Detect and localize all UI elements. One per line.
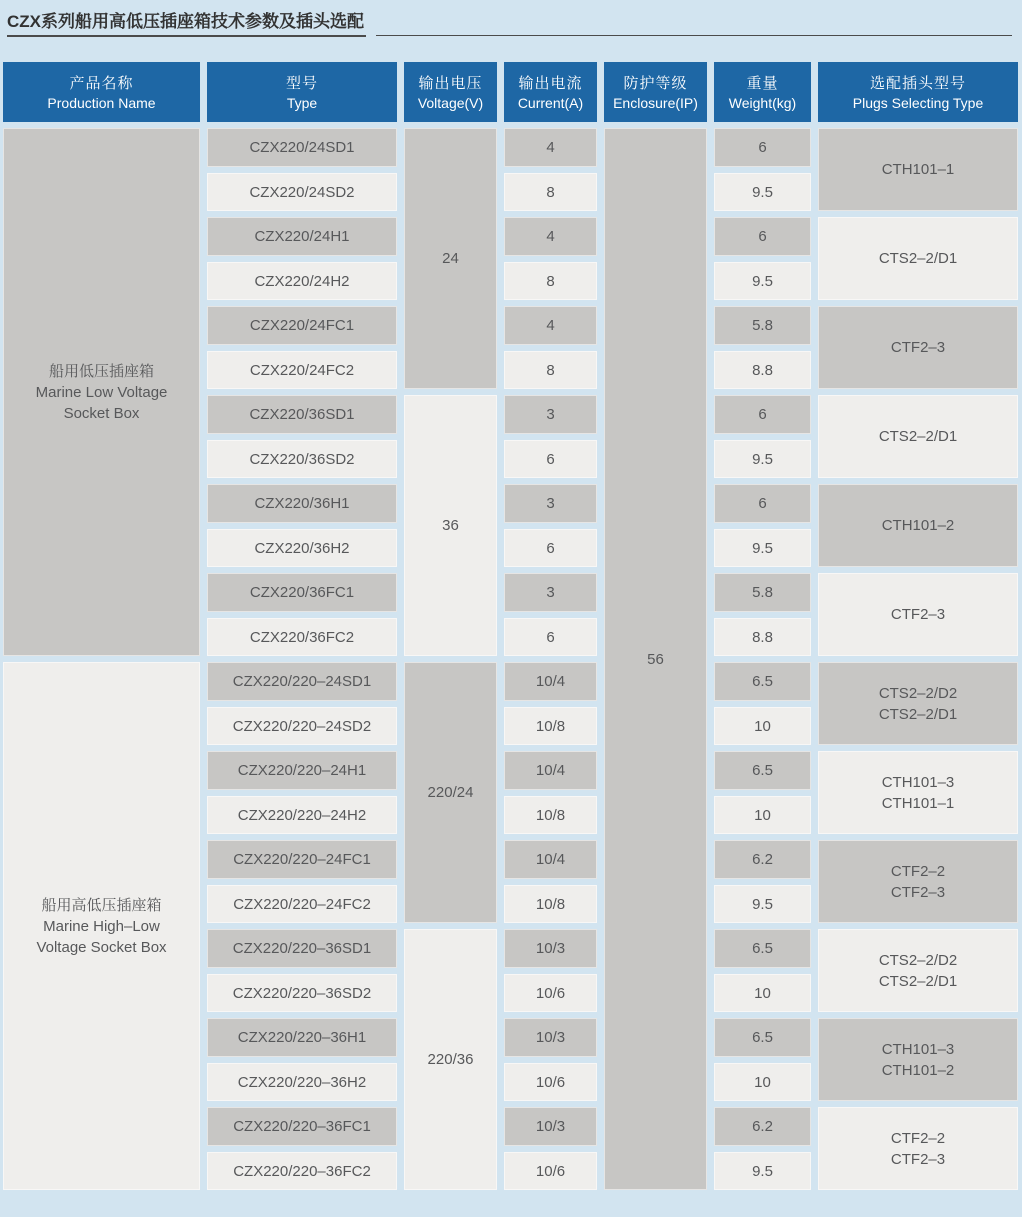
current-cell: 10/6 xyxy=(504,974,597,1013)
col-header-zh: 型号 xyxy=(285,74,318,92)
col-header-enclosure xyxy=(604,62,707,122)
type-cell: CZX220/24H1 xyxy=(207,217,397,256)
col-header-zh: 输出电压 xyxy=(418,74,483,92)
current-cell: 6 xyxy=(504,440,597,479)
col-header-weight xyxy=(714,62,811,122)
type-cell: CZX220/220–24SD1 xyxy=(207,662,397,701)
col-header-en: Current(A) xyxy=(517,94,584,111)
weight-cell: 6.5 xyxy=(714,929,811,968)
cell-line: CTS2–2/D1 xyxy=(878,250,958,268)
plug-cell xyxy=(818,662,1018,745)
weight-cell: 10 xyxy=(714,707,811,746)
type-cell: CZX220/220–36H1 xyxy=(207,1018,397,1057)
weight-cell: 6.5 xyxy=(714,662,811,701)
current-cell: 10/4 xyxy=(504,751,597,790)
current-cell: 10/3 xyxy=(504,1018,597,1057)
plug-cell xyxy=(818,573,1018,656)
weight-cell: 6 xyxy=(714,484,811,523)
col-header-voltage xyxy=(404,62,497,122)
current-cell: 4 xyxy=(504,306,597,345)
plug-cell xyxy=(818,395,1018,478)
col-header-en: Enclosure(IP) xyxy=(613,94,698,111)
plug-cell xyxy=(818,1018,1018,1101)
current-cell: 10/4 xyxy=(504,662,597,701)
page-header xyxy=(0,0,1022,37)
cell-line: 船用高低压插座箱 xyxy=(41,896,162,914)
cell-line: CTH101–1 xyxy=(881,794,955,812)
weight-cell: 5.8 xyxy=(714,306,811,345)
col-header-en: Type xyxy=(286,94,318,111)
cell-line: CTF2–3 xyxy=(890,606,946,624)
type-cell: CZX220/24SD1 xyxy=(207,128,397,167)
current-cell: 4 xyxy=(504,217,597,256)
cell-line: CTS2–2/D1 xyxy=(878,972,958,990)
plug-cell xyxy=(818,751,1018,834)
cell-line: CTS2–2/D2 xyxy=(878,684,958,702)
col-header-plugs xyxy=(818,62,1018,122)
cell-line: CTH101–3 xyxy=(881,1040,955,1058)
weight-cell: 8.8 xyxy=(714,351,811,390)
current-cell: 10/8 xyxy=(504,796,597,835)
voltage-cell: 220/24 xyxy=(404,662,497,923)
type-cell: CZX220/220–24H2 xyxy=(207,796,397,835)
type-cell: CZX220/36SD2 xyxy=(207,440,397,479)
cell-line: 船用低压插座箱 xyxy=(48,362,154,380)
voltage-cell: 220/36 xyxy=(404,929,497,1190)
plug-cell xyxy=(818,306,1018,389)
cell-line: CTF2–2 xyxy=(890,1129,946,1147)
cell-line: CTH101–1 xyxy=(881,161,955,179)
enclosure-cell: 56 xyxy=(604,128,707,1190)
cell-line: CTS2–2/D2 xyxy=(878,951,958,969)
col-header-en: Plugs Selecting Type xyxy=(852,94,984,111)
weight-cell: 9.5 xyxy=(714,1152,811,1191)
cell-line: CTF2–3 xyxy=(890,1150,946,1168)
weight-cell: 9.5 xyxy=(714,529,811,568)
type-cell: CZX220/220–24FC1 xyxy=(207,840,397,879)
plug-cell xyxy=(818,929,1018,1012)
cell-line: CTF2–3 xyxy=(890,883,946,901)
col-header-zh: 防护等级 xyxy=(623,74,688,92)
title-underline-rule xyxy=(376,35,1012,36)
current-cell: 10/6 xyxy=(504,1063,597,1102)
type-cell: CZX220/24H2 xyxy=(207,262,397,301)
type-cell: CZX220/220–36SD1 xyxy=(207,929,397,968)
weight-cell: 10 xyxy=(714,974,811,1013)
current-cell: 10/8 xyxy=(504,885,597,924)
weight-cell: 6 xyxy=(714,217,811,256)
current-cell: 3 xyxy=(504,484,597,523)
cell-line: Marine Low Voltage xyxy=(35,383,168,401)
current-cell: 3 xyxy=(504,395,597,434)
current-cell: 6 xyxy=(504,618,597,657)
col-header-current xyxy=(504,62,597,122)
cell-line: CTH101–2 xyxy=(881,1061,955,1079)
plug-cell xyxy=(818,128,1018,211)
type-cell: CZX220/36FC1 xyxy=(207,573,397,612)
type-cell: CZX220/220–36FC1 xyxy=(207,1107,397,1146)
weight-cell: 9.5 xyxy=(714,885,811,924)
weight-cell: 9.5 xyxy=(714,440,811,479)
weight-cell: 8.8 xyxy=(714,618,811,657)
type-cell: CZX220/24SD2 xyxy=(207,173,397,212)
cell-line: CTH101–3 xyxy=(881,773,955,791)
weight-cell: 6 xyxy=(714,128,811,167)
col-header-en: Voltage(V) xyxy=(417,94,484,111)
plug-cell xyxy=(818,217,1018,300)
current-cell: 8 xyxy=(504,173,597,212)
type-cell: CZX220/36FC2 xyxy=(207,618,397,657)
col-header-zh: 选配插头型号 xyxy=(869,74,966,92)
type-cell: CZX220/220–36FC2 xyxy=(207,1152,397,1191)
weight-cell: 10 xyxy=(714,1063,811,1102)
weight-cell: 6.5 xyxy=(714,751,811,790)
product-group-cell xyxy=(3,662,200,1190)
col-header-en: Weight(kg) xyxy=(728,94,797,111)
type-cell: CZX220/36SD1 xyxy=(207,395,397,434)
current-cell: 10/4 xyxy=(504,840,597,879)
weight-cell: 9.5 xyxy=(714,262,811,301)
type-cell: CZX220/36H2 xyxy=(207,529,397,568)
plug-cell xyxy=(818,484,1018,567)
cell-line: CTS2–2/D1 xyxy=(878,705,958,723)
plug-cell xyxy=(818,1107,1018,1190)
page-title: CZX系列船用高低压插座箱技术参数及插头选配 xyxy=(7,11,366,37)
type-cell: CZX220/220–36SD2 xyxy=(207,974,397,1013)
type-cell: CZX220/24FC1 xyxy=(207,306,397,345)
type-cell: CZX220/220–24SD2 xyxy=(207,707,397,746)
current-cell: 3 xyxy=(504,573,597,612)
type-cell: CZX220/24FC2 xyxy=(207,351,397,390)
col-header-zh: 产品名称 xyxy=(69,74,134,92)
col-header-zh: 输出电流 xyxy=(518,74,583,92)
weight-cell: 9.5 xyxy=(714,173,811,212)
col-header-type xyxy=(207,62,397,122)
weight-cell: 6.2 xyxy=(714,1107,811,1146)
plug-cell xyxy=(818,840,1018,923)
current-cell: 10/8 xyxy=(504,707,597,746)
col-header-zh: 重量 xyxy=(746,74,779,92)
voltage-cell: 24 xyxy=(404,128,497,389)
current-cell: 6 xyxy=(504,529,597,568)
product-group-cell xyxy=(3,128,200,656)
weight-cell: 6.5 xyxy=(714,1018,811,1057)
cell-line: Voltage Socket Box xyxy=(36,938,167,956)
voltage-cell: 36 xyxy=(404,395,497,656)
type-cell: CZX220/220–36H2 xyxy=(207,1063,397,1102)
cell-line: Marine High–Low xyxy=(43,917,160,935)
type-cell: CZX220/220–24H1 xyxy=(207,751,397,790)
cell-line: CTF2–3 xyxy=(890,339,946,357)
col-header-en: Production Name xyxy=(47,94,156,111)
col-header-production-name xyxy=(3,62,200,122)
weight-cell: 6.2 xyxy=(714,840,811,879)
type-cell: CZX220/220–24FC2 xyxy=(207,885,397,924)
weight-cell: 5.8 xyxy=(714,573,811,612)
type-cell: CZX220/36H1 xyxy=(207,484,397,523)
current-cell: 4 xyxy=(504,128,597,167)
weight-cell: 6 xyxy=(714,395,811,434)
current-cell: 10/3 xyxy=(504,1107,597,1146)
weight-cell: 10 xyxy=(714,796,811,835)
cell-line: Socket Box xyxy=(63,404,140,422)
cell-line: CTS2–2/D1 xyxy=(878,428,958,446)
current-cell: 8 xyxy=(504,262,597,301)
current-cell: 8 xyxy=(504,351,597,390)
spec-table xyxy=(3,62,1018,1190)
current-cell: 10/3 xyxy=(504,929,597,968)
cell-line: CTH101–2 xyxy=(881,517,955,535)
cell-line: CTF2–2 xyxy=(890,862,946,880)
current-cell: 10/6 xyxy=(504,1152,597,1191)
